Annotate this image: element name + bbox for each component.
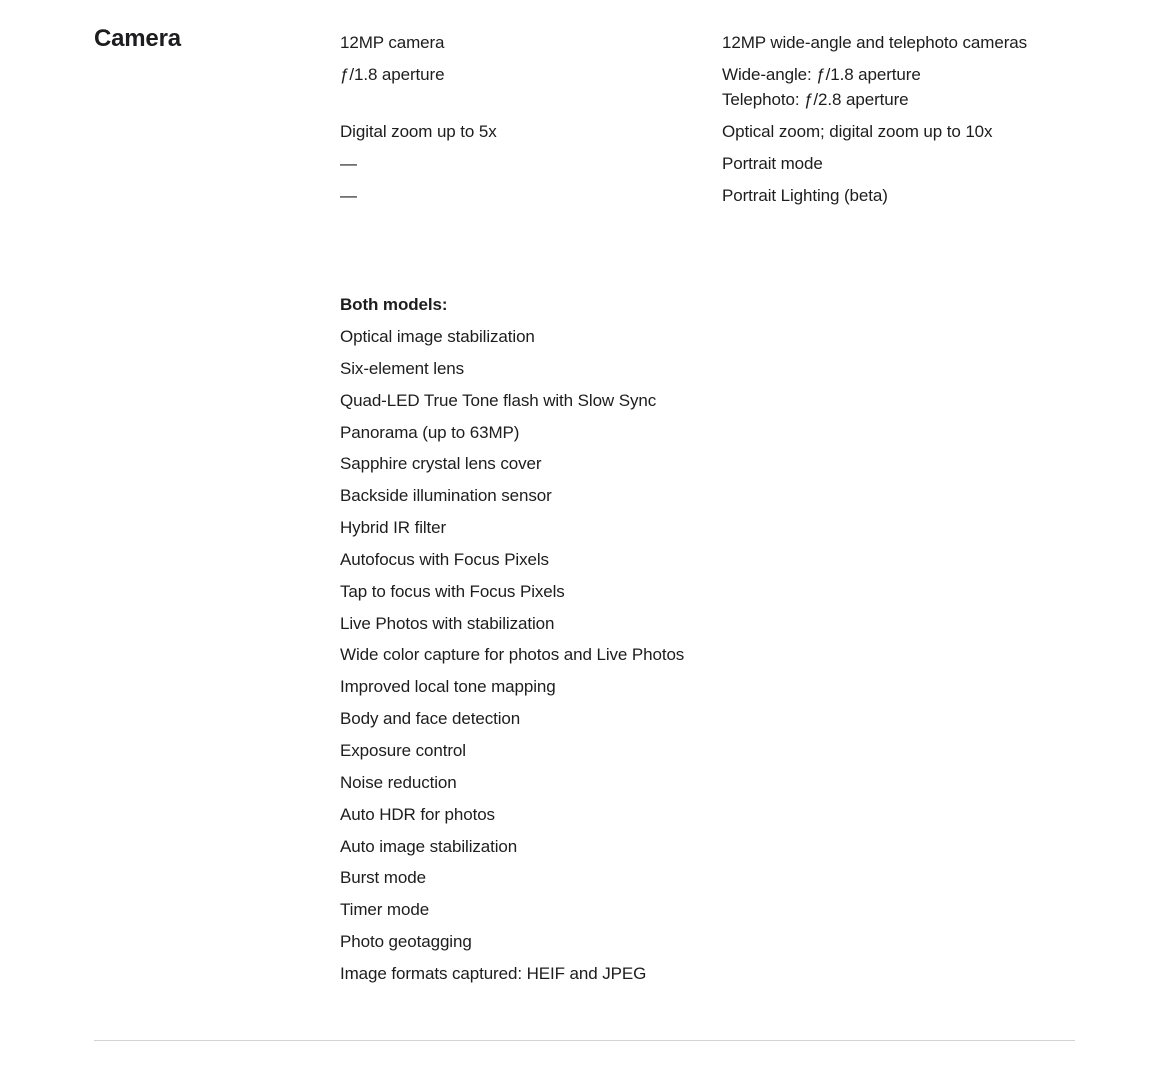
spec-line: — xyxy=(340,154,357,173)
section-divider xyxy=(94,1040,1075,1041)
model-column-left xyxy=(340,30,710,215)
spec-zoom xyxy=(722,119,1122,144)
feature-item: Quad-LED True Tone flash with Slow Sync xyxy=(340,390,657,410)
spec-camera xyxy=(722,30,1122,55)
spec-line: ƒ/1.8 aperture xyxy=(340,65,445,84)
feature-item: Backside illumination sensor xyxy=(340,486,552,506)
spec-line-blank xyxy=(340,87,710,112)
spec-line: 12MP camera xyxy=(340,33,445,52)
spec-line: Optical zoom; digital zoom up to 10x xyxy=(722,122,993,141)
feature-item: Wide color capture for photos and Live Photos xyxy=(340,645,685,665)
spec-portrait-mode xyxy=(340,151,710,176)
spec-portrait-mode xyxy=(722,151,1122,176)
feature-item: Image formats captured: HEIF and JPEG xyxy=(340,963,647,983)
spec-line: Wide-angle: ƒ/1.8 aperture xyxy=(722,65,921,84)
spec-camera xyxy=(340,30,710,55)
feature-item: Body and face detection xyxy=(340,709,521,729)
feature-item: Panorama (up to 63MP) xyxy=(340,422,520,442)
feature-item: Six-element lens xyxy=(340,358,465,378)
feature-item: Hybrid IR filter xyxy=(340,518,447,538)
spec-line: Telephoto: ƒ/2.8 aperture xyxy=(722,90,909,109)
feature-item: Auto HDR for photos xyxy=(340,804,495,824)
feature-item: Sapphire crystal lens cover xyxy=(340,454,542,474)
feature-item: Autofocus with Focus Pixels xyxy=(340,549,549,569)
feature-item: Exposure control xyxy=(340,740,466,760)
feature-item: Auto image stabilization xyxy=(340,836,518,856)
feature-item: Optical image stabilization xyxy=(340,327,535,346)
spec-line: Digital zoom up to 5x xyxy=(340,122,497,141)
spec-zoom xyxy=(340,119,710,144)
feature-item: Burst mode xyxy=(340,868,426,888)
both-models-heading: Both models: xyxy=(340,295,448,314)
feature-item: Improved local tone mapping xyxy=(340,677,556,697)
feature-item: Photo geotagging xyxy=(340,932,472,952)
spec-line: 12MP wide-angle and telephoto cameras xyxy=(722,33,1028,52)
feature-item: Noise reduction xyxy=(340,772,457,792)
section-title: Camera xyxy=(94,25,181,52)
model-column-right xyxy=(722,30,1122,215)
feature-item: Live Photos with stabilization xyxy=(340,613,555,633)
spec-line: — xyxy=(340,186,357,205)
feature-item: Tap to focus with Focus Pixels xyxy=(340,581,565,601)
both-models-section xyxy=(340,292,940,993)
spec-line: Portrait mode xyxy=(722,154,823,173)
feature-list xyxy=(340,324,940,986)
spec-aperture xyxy=(340,62,710,112)
feature-item: Timer mode xyxy=(340,900,430,920)
spec-portrait-lighting xyxy=(722,183,1122,208)
spec-portrait-lighting xyxy=(340,183,710,208)
spec-line: Portrait Lighting (beta) xyxy=(722,186,888,205)
spec-aperture xyxy=(722,62,1122,112)
